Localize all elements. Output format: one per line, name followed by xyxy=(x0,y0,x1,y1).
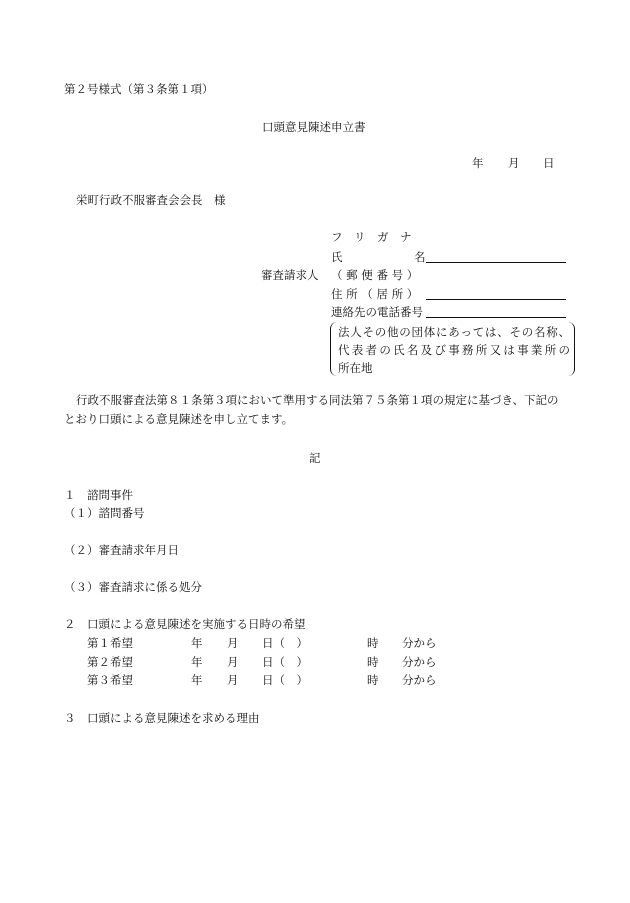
disposition-label: （３）審査請求に係る処分 xyxy=(64,580,202,594)
addressee: 栄町行政不服審査会会長 様 xyxy=(76,193,226,207)
name-label-part2: 名 xyxy=(414,250,426,264)
address-label: 住 所 （ 居 所 ） xyxy=(331,287,419,301)
preference-month: 月 xyxy=(227,636,239,650)
form-number: 第２号様式（第３条第１項） xyxy=(64,82,214,96)
name-underline xyxy=(426,262,566,263)
statement-line-2: とおり口頭による意見陳述を申し立てます。 xyxy=(64,412,294,426)
date-year: 年 xyxy=(472,156,484,170)
preference-label: 第２希望 xyxy=(87,655,133,669)
document-title: 口頭意見陳述申立書 xyxy=(262,120,366,134)
note-line-3: 所在地 xyxy=(338,361,373,375)
requester-label: 審査請求人 xyxy=(261,268,319,282)
preference-hour: 時 xyxy=(367,673,379,687)
address-underline xyxy=(426,299,566,300)
postal-code-label: （ 郵 便 番 号 ） xyxy=(331,268,419,282)
preference-year: 年 xyxy=(191,636,203,650)
name-label-part1: 氏 xyxy=(331,250,343,264)
note-line-1: 法人その他の団体にあっては、その名称、 xyxy=(338,325,570,339)
note-line-2: 代表者の氏名及び事務所又は事業所の xyxy=(338,343,570,357)
preference-year: 年 xyxy=(191,655,203,669)
furigana-label: フ リ ガ ナ xyxy=(331,230,412,244)
preference-year: 年 xyxy=(191,673,203,687)
section2-title: ２ 口頭による意見陳述を実施する日時の希望 xyxy=(64,617,306,631)
preference-hour: 時 xyxy=(367,636,379,650)
ki-heading: 記 xyxy=(309,451,321,465)
date-month: 月 xyxy=(508,156,520,170)
phone-label: 連絡先の電話番号 xyxy=(331,305,423,319)
phone-underline xyxy=(426,317,566,318)
preference-label: 第３希望 xyxy=(87,673,133,687)
request-date-label: （２）審査請求年月日 xyxy=(64,543,179,557)
preference-day: 日（ ） xyxy=(262,655,308,669)
preference-day: 日（ ） xyxy=(262,673,308,687)
preference-month: 月 xyxy=(227,673,239,687)
preference-hour: 時 xyxy=(367,655,379,669)
preference-month: 月 xyxy=(227,655,239,669)
preference-day: 日（ ） xyxy=(262,636,308,650)
inquiry-number-label: （１）諮問番号 xyxy=(64,506,145,520)
preference-minute: 分から xyxy=(402,673,437,687)
preference-label: 第１希望 xyxy=(87,636,133,650)
section1-title: １ 諮問事件 xyxy=(64,488,133,502)
preference-minute: 分から xyxy=(402,655,437,669)
statement-line-1: 行政不服審査法第８１条第３項において準用する同法第７５条第１項の規定に基づき、下記の xyxy=(76,393,559,407)
preference-minute: 分から xyxy=(402,636,437,650)
section3-title: ３ 口頭による意見陳述を求める理由 xyxy=(64,711,260,725)
date-day: 日 xyxy=(543,156,555,170)
